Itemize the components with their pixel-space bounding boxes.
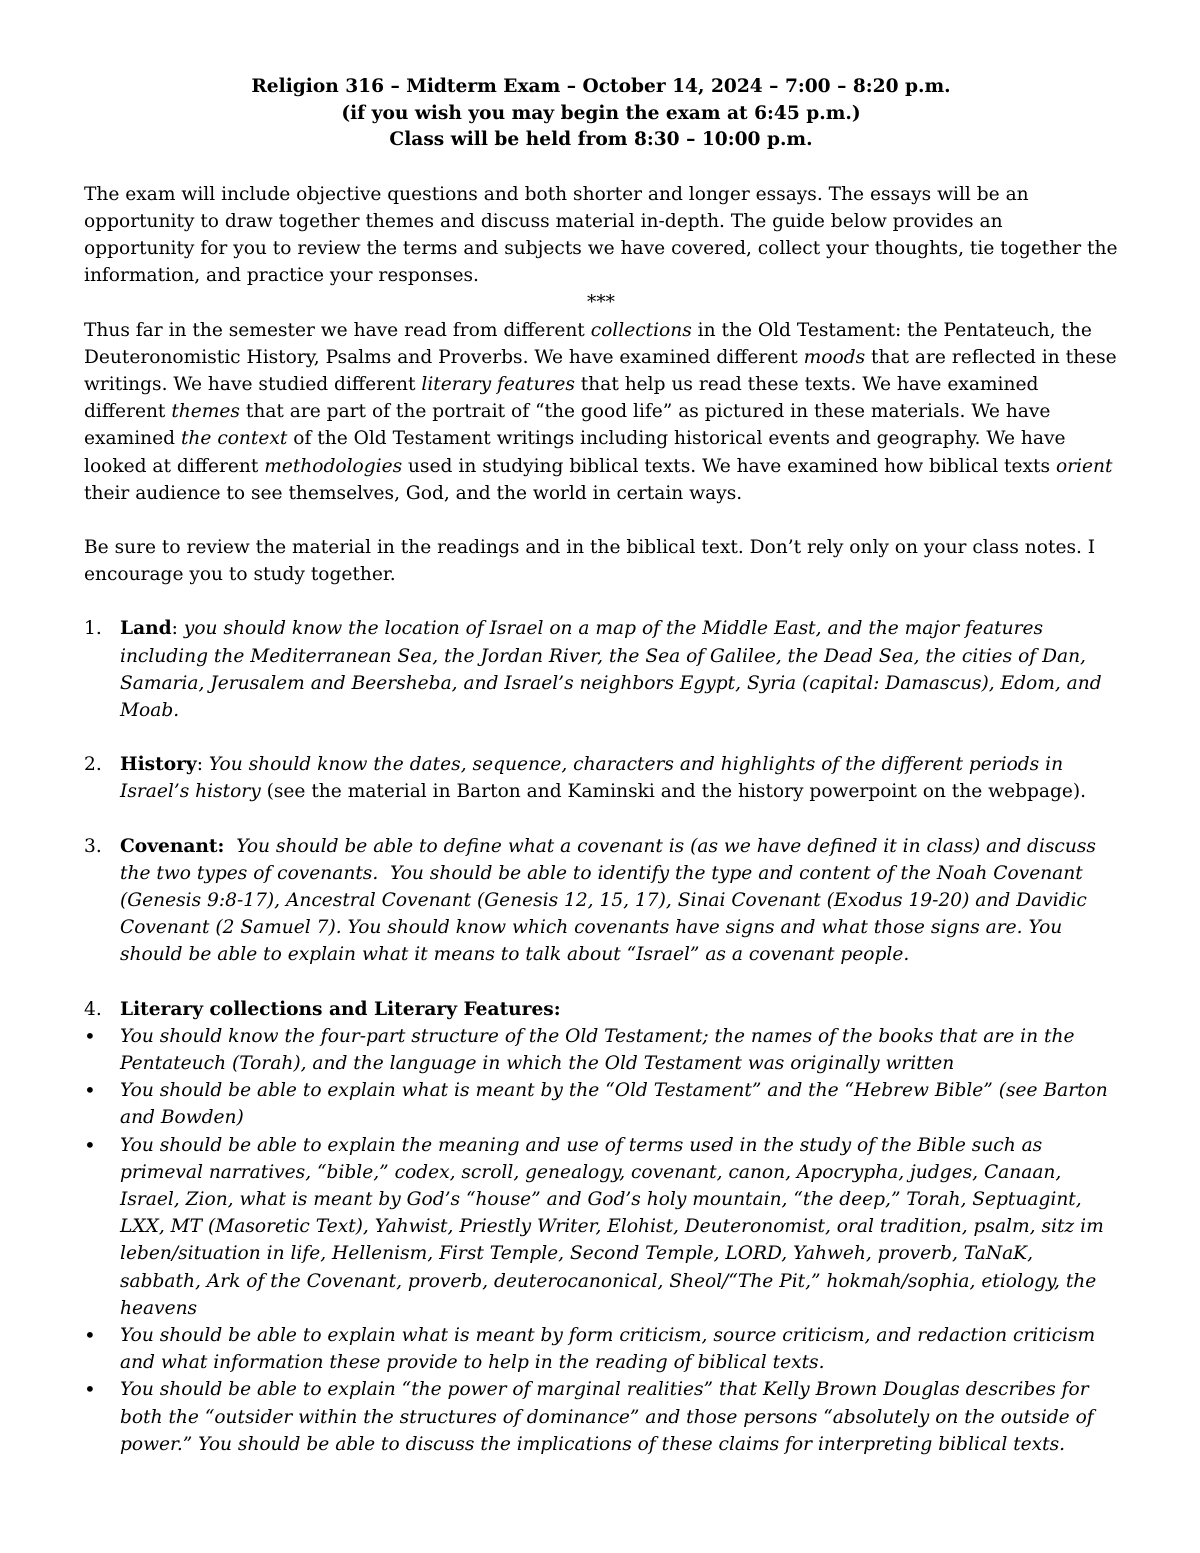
list-item-covenant xyxy=(84,833,1118,969)
list-item-literary xyxy=(84,996,1118,1023)
item-number: 1. xyxy=(84,618,102,640)
item-title: Land xyxy=(120,618,172,640)
item-body xyxy=(120,751,1118,805)
bullet-text: You should know the four-part structure of the Old Testament; the names of the books that are in the Pentateuch (Torah), and the language in which the Old Testament was originally written xyxy=(120,1025,1075,1074)
bullet-text: You should be able to explain “the power of marginal realities” that Kelly Brown Douglas describes for both the “outsider within the structures of dominance” and those persons “absolutely on the outside of power.” You should be able to discuss the implications of these claims for interpreting biblical texts. xyxy=(120,1379,1094,1455)
list-item-history xyxy=(84,751,1118,805)
early-start-note: (if you wish you may begin the exam at 6:45 p.m.) xyxy=(341,102,861,124)
bullet-icon xyxy=(84,1132,120,1322)
item-number: 2. xyxy=(84,754,102,776)
item-number: 3. xyxy=(84,835,102,857)
bullet-item xyxy=(84,1132,1118,1322)
item-number: 4. xyxy=(84,998,102,1020)
overview-emphasis: methodologies xyxy=(264,455,403,477)
bullet-text: You should be able to explain what is meant by form criticism, source criticism, and redaction criticism and what information these provide to help in the reading of biblical texts. xyxy=(120,1325,1096,1374)
intro-paragraph: The exam will include objective questions and both shorter and longer essays. The essays will be an opportunity to draw together themes and discuss material in-depth. The guide below provides an opportunity for you to review the terms and subjects we have covered, collect your thoughts, tie together the information, and practice your responses. xyxy=(84,183,1118,287)
item-body xyxy=(120,615,1118,724)
bullet-icon xyxy=(84,1322,120,1376)
item-note: (see the material in Barton and Kaminski and the history powerpoint on the webpage). xyxy=(260,781,1087,803)
item-body xyxy=(120,996,1118,1023)
item-title: Covenant: xyxy=(120,835,225,857)
item-title: Literary collections and Literary Features: xyxy=(120,998,561,1020)
overview-emphasis: literary features xyxy=(421,373,575,395)
overview-text: used in studying biblical texts. We have examined how biblical texts xyxy=(402,455,1056,477)
overview-text: Thus far in the semester we have read from different xyxy=(84,319,591,341)
overview-text: that are reflected in these writings. We have studied different xyxy=(84,346,1117,395)
overview-emphasis: moods xyxy=(803,346,866,368)
exam-title: Religion 316 – Midterm Exam – October 14, 2024 – 7:00 – 8:20 p.m. xyxy=(251,76,951,97)
bullet-item xyxy=(84,1376,1118,1458)
item-separator: : xyxy=(196,754,209,776)
section-separator: *** xyxy=(587,292,615,314)
list-item-land xyxy=(84,615,1118,724)
overview-text: in the Old Testament: the Pentateuch, the Deuteronomistic History, Psalms and Proverbs. We have examined different xyxy=(84,319,1092,368)
item-description: You should be able to define what a covenant is (as we have defined it in class) and discuss the two types of covenants. You should be able to identify the type and content of the Noah Covenant (Genesis 9:8-17), Ancestral Covenant (Genesis 12, 15, 17), Sinai Covenant (Exodus 19-20) and Davidic Covenant (2 Samuel 7). You should know which covenants have signs and what those signs are. You should be able to explain what it means to talk about “Israel” as a covenant people. xyxy=(120,835,1102,966)
item-title: History xyxy=(120,754,197,776)
exam-header xyxy=(84,74,1118,154)
overview-emphasis: the context xyxy=(180,428,288,450)
bullet-icon xyxy=(84,1077,120,1131)
bullet-text: You should be able to explain the meaning and use of terms used in the study of the Bible such as primeval narratives, “bible,” codex, scroll, genealogy, covenant, canon, Apocrypha, judges, Canaan, Israel, Zion, what is meant by God’s “house” and God’s holy mountain, “the deep,” Torah, Septuagint, LXX, MT (Masoretic Text), Yahwist, Priestly Writer, Elohist, Deuteronomist, oral tradition, psalm, sitz im leben/situation in life, Hellenism, First Temple, Second Temple, LORD, Yahweh, proverb, TaNaK, sabbath, Ark of the Covenant, proverb, deuterocanonical, Sheol/“The Pit,” hokmah/sophia, etiology, the heavens xyxy=(120,1134,1104,1319)
item-description: You should know the dates, sequence, characters and highlights of the different periods in Israel’s history xyxy=(120,754,1064,803)
class-time-note: Class will be held from 8:30 – 10:00 p.m. xyxy=(389,129,813,150)
bullet-item xyxy=(84,1322,1118,1376)
overview-paragraph xyxy=(84,317,1118,507)
overview-text: of the Old Testament writings including historical events and geography. We have looked at different xyxy=(84,428,1066,477)
item-body xyxy=(120,833,1118,969)
overview-emphasis: orient xyxy=(1055,455,1113,477)
bullet-item xyxy=(84,1023,1118,1077)
bullet-icon xyxy=(84,1376,120,1458)
bullet-text: You should be able to explain what is meant by the “Old Testament” and the “Hebrew Bible” (see Barton and Bowden) xyxy=(120,1080,1108,1129)
bullet-icon xyxy=(84,1023,120,1077)
overview-emphasis: themes xyxy=(171,401,240,423)
review-note-paragraph: Be sure to review the material in the readings and in the biblical text. Don’t rely only on your class notes. I encourage you to study together. xyxy=(84,536,1096,586)
overview-text: their audience to see themselves, God, and the world in certain ways. xyxy=(84,482,743,504)
overview-text: that are part of the portrait of “the good life” as pictured in these materials. We have examined xyxy=(84,401,1051,450)
bullet-item xyxy=(84,1077,1118,1131)
overview-text: that help us read these texts. We have examined different xyxy=(84,373,1039,423)
item-description: you should know the location of Israel on a map of the Middle East, and the major features including the Mediterranean Sea, the Jordan River, the Sea of Galilee, the Dead Sea, the cities of Dan, Samaria, Jerusalem and Beersheba, and Israel’s neighbors Egypt, Syria (capital: Damascus), Edom, and Moab. xyxy=(120,618,1102,721)
overview-emphasis: collections xyxy=(590,319,692,341)
item-separator: : xyxy=(171,618,184,640)
